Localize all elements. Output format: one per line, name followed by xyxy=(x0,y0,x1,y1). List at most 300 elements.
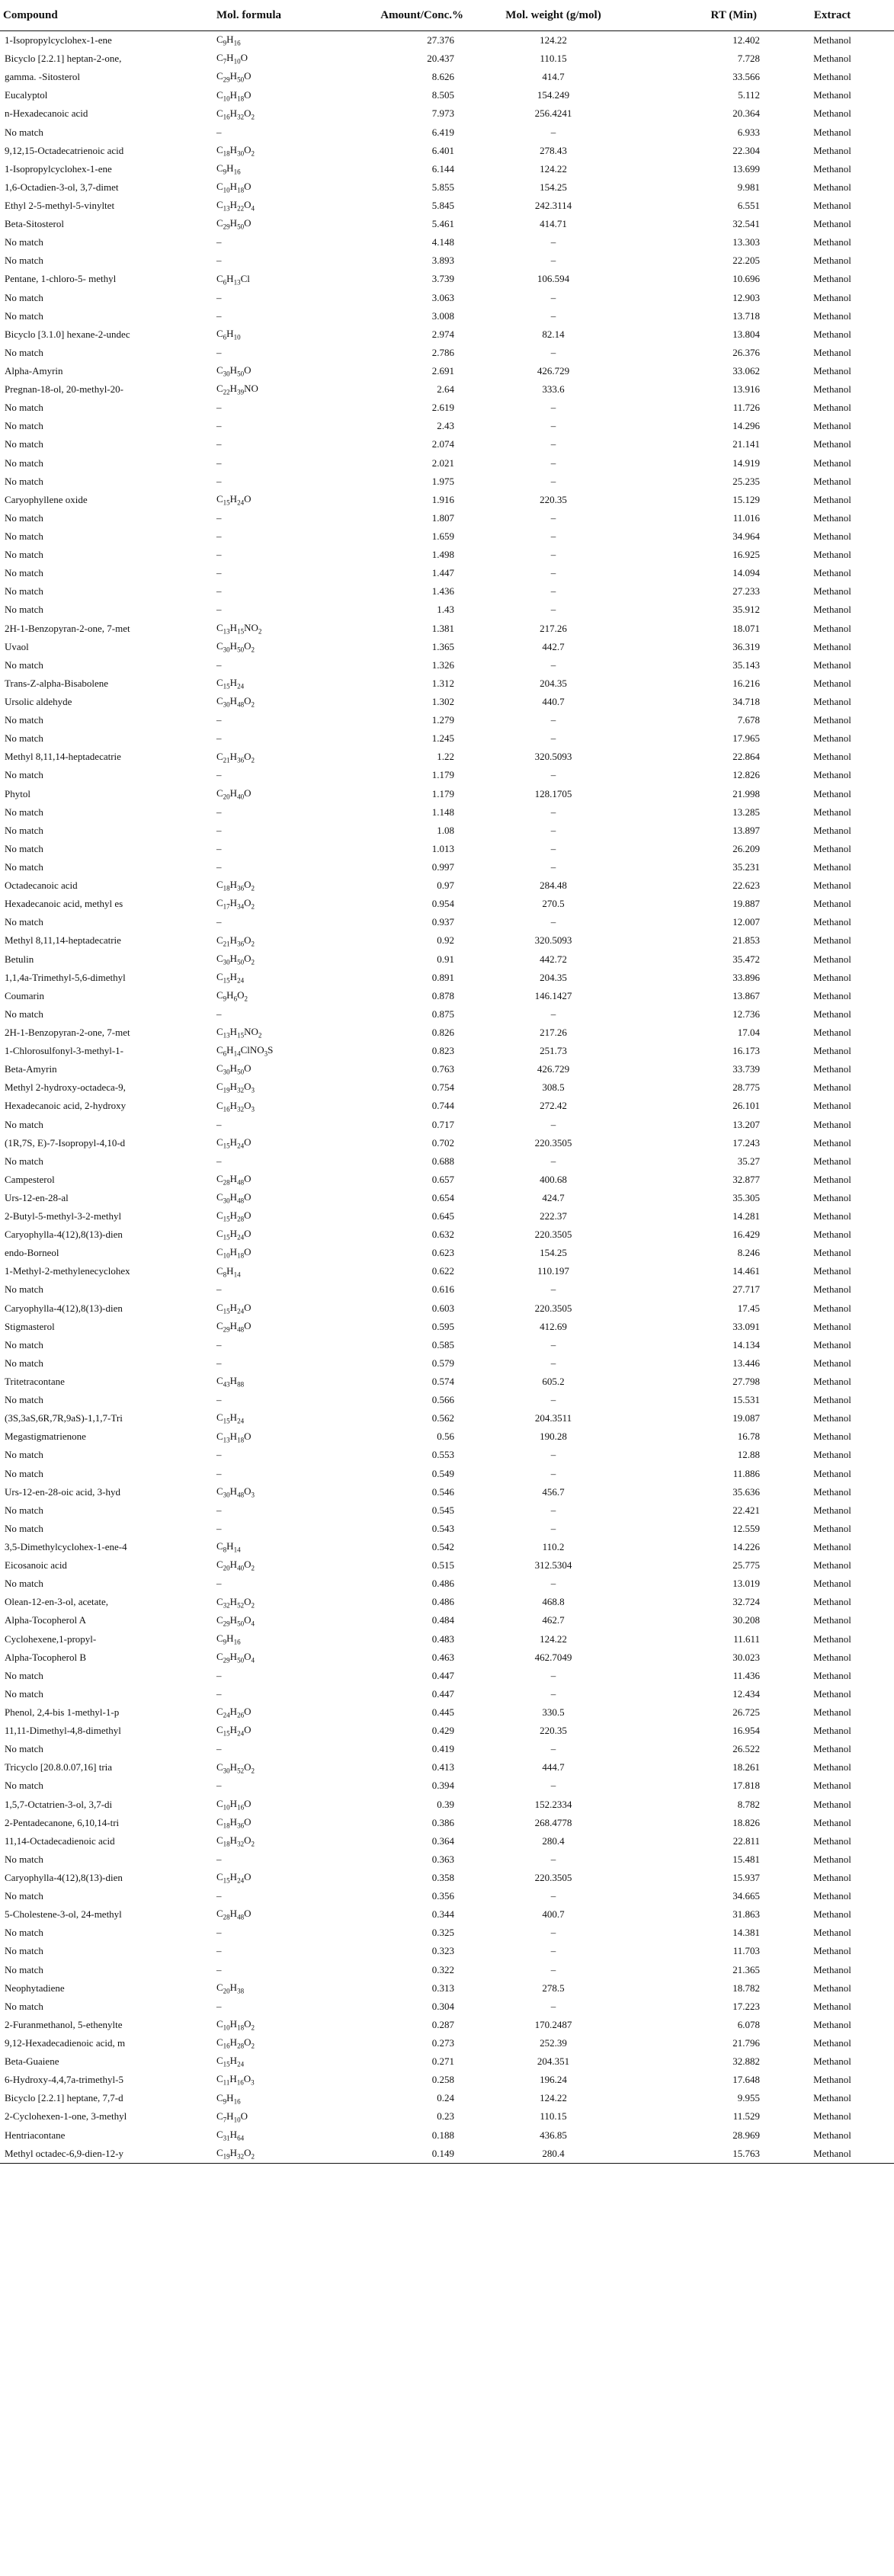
cell-amount: 2.021 xyxy=(431,457,454,469)
cell-mol-weight: 333.6 xyxy=(542,383,565,396)
cell-rt: 12.007 xyxy=(732,916,760,928)
cell-mol-formula: $C_{30}H_{48}O_2$ xyxy=(216,695,255,709)
cell-mol-weight: 284.48 xyxy=(540,879,567,892)
header-compound: Compound xyxy=(0,0,212,31)
cell-rt: 13.867 xyxy=(732,989,760,1001)
table-row xyxy=(0,1409,894,1427)
cell-amount: 0.386 xyxy=(431,1816,454,1828)
table-row xyxy=(0,1299,894,1318)
cell-compound: Tricyclo [20.8.0.07,16] tria xyxy=(5,1761,113,1773)
cell-mol-weight: – xyxy=(550,1743,556,1755)
cell-mol-formula: $C_{15}H_{24}O$ xyxy=(216,1871,252,1885)
cell-amount: 0.188 xyxy=(431,2129,454,2141)
cell-mol-formula: $C_{10}H_{18}O$ xyxy=(216,1246,252,1261)
cell-rt: 6.933 xyxy=(737,126,760,138)
header-mol-formula: Mol. formula xyxy=(212,0,328,31)
cell-amount: 5.845 xyxy=(431,200,454,212)
cell-mol-weight: – xyxy=(550,255,556,267)
cell-rt: 33.566 xyxy=(732,71,760,83)
cell-mol-formula: $C_{30}H_{50}O_2$ xyxy=(216,952,255,966)
cell-compound: No match xyxy=(5,1945,43,1957)
cell-extract: Methanol xyxy=(813,989,851,1001)
cell-mol-weight: – xyxy=(550,1008,556,1020)
cell-compound: No match xyxy=(5,1522,43,1534)
cell-extract: Methanol xyxy=(813,2036,851,2049)
cell-amount: 0.657 xyxy=(431,1173,454,1185)
cell-mol-formula: – xyxy=(216,549,222,561)
table-row xyxy=(0,969,894,987)
table-row xyxy=(0,1483,894,1501)
cell-extract: Methanol xyxy=(813,1541,851,1553)
table-row xyxy=(0,1042,894,1060)
cell-amount: 5.855 xyxy=(431,181,454,193)
cell-amount: 0.24 xyxy=(437,2092,454,2104)
cell-amount: 0.997 xyxy=(431,860,454,873)
cell-extract: Methanol xyxy=(813,291,851,303)
cell-amount: 8.626 xyxy=(431,71,454,83)
cell-mol-weight: 468.8 xyxy=(542,1596,565,1608)
table-row xyxy=(0,473,894,491)
cell-extract: Methanol xyxy=(813,1614,851,1626)
table-row xyxy=(0,1078,894,1097)
cell-rt: 10.696 xyxy=(732,273,760,285)
cell-mol-formula: – xyxy=(216,2000,222,2012)
cell-extract: Methanol xyxy=(813,162,851,175)
cell-amount: 2.786 xyxy=(431,346,454,358)
cell-amount: 0.616 xyxy=(431,1283,454,1296)
cell-mol-weight: – xyxy=(550,438,556,450)
cell-mol-formula: $C_{16}H_{32}O_2$ xyxy=(216,107,255,121)
table-row xyxy=(0,1171,894,1189)
table-row xyxy=(0,1244,894,1262)
cell-mol-formula: $C_{30}H_{50}O_2$ xyxy=(216,639,255,654)
cell-compound: No match xyxy=(5,567,43,579)
cell-amount: 1.447 xyxy=(431,567,454,579)
cell-mol-weight: – xyxy=(550,1927,556,1939)
cell-extract: Methanol xyxy=(813,1283,851,1296)
table-row xyxy=(0,1685,894,1703)
cell-compound: 5-Cholestene-3-ol, 24-methyl xyxy=(5,1908,122,1921)
cell-mol-weight: 220.3505 xyxy=(534,1302,572,1314)
cell-mol-weight: 270.5 xyxy=(542,898,565,910)
cell-compound: 2-Cyclohexen-1-one, 3-methyl xyxy=(5,2110,127,2123)
cell-extract: Methanol xyxy=(813,1485,851,1498)
cell-amount: 2.974 xyxy=(431,328,454,340)
table-row xyxy=(0,1722,894,1740)
cell-rt: 13.207 xyxy=(732,1118,760,1130)
cell-amount: 0.258 xyxy=(431,2074,454,2086)
cell-rt: 14.226 xyxy=(732,1541,760,1553)
cell-extract: Methanol xyxy=(813,1467,851,1479)
cell-mol-formula: – xyxy=(216,806,222,818)
cell-compound: No match xyxy=(5,1338,43,1350)
cell-compound: No match xyxy=(5,1927,43,1939)
cell-mol-weight: 110.15 xyxy=(540,2110,567,2123)
cell-rt: 21.853 xyxy=(732,934,760,947)
cell-mol-formula: $C_{17}H_{34}O_2$ xyxy=(216,897,255,911)
cell-amount: 2.43 xyxy=(437,420,454,432)
cell-mol-weight: 256.4241 xyxy=(534,107,572,120)
table-row xyxy=(0,803,894,822)
table-row xyxy=(0,344,894,362)
cell-mol-formula: $C_7H_{10}O$ xyxy=(216,52,248,66)
cell-compound: No match xyxy=(5,1669,43,1681)
cell-amount: 2.619 xyxy=(431,402,454,414)
table-row xyxy=(0,160,894,178)
cell-extract: Methanol xyxy=(813,640,851,652)
cell-extract: Methanol xyxy=(771,2145,894,2164)
cell-compound: 9,12,15-Octadecatrienoic acid xyxy=(5,144,124,156)
cell-extract: Methanol xyxy=(813,89,851,101)
table-row xyxy=(0,2016,894,2034)
cell-extract: Methanol xyxy=(813,1816,851,1828)
cell-rt: 21.141 xyxy=(732,438,760,450)
cell-mol-weight: – xyxy=(550,1522,556,1534)
cell-mol-weight: 196.24 xyxy=(540,2074,567,2086)
cell-rt: 15.481 xyxy=(732,1853,760,1865)
cell-extract: Methanol xyxy=(813,898,851,910)
cell-compound: No match xyxy=(5,714,43,726)
cell-mol-weight: 146.1427 xyxy=(534,989,572,1001)
cell-extract: Methanol xyxy=(813,1982,851,1994)
cell-mol-weight: 124.22 xyxy=(540,34,567,46)
cell-extract: Methanol xyxy=(813,1743,851,1755)
table-row xyxy=(0,509,894,527)
cell-mol-formula: $C_{18}H_{36}O_2$ xyxy=(216,879,255,892)
cell-rt: 28.969 xyxy=(732,2129,760,2141)
cell-mol-formula: $C_{15}H_{24}O$ xyxy=(216,1136,252,1150)
cell-amount: 0.645 xyxy=(431,1210,454,1222)
cell-mol-formula: $C_{29}H_{50}O$ xyxy=(216,217,252,231)
cell-compound: gamma. -Sitosterol xyxy=(5,71,80,83)
cell-compound: 9,12-Hexadecadienoic acid, m xyxy=(5,2036,126,2049)
cell-extract: Methanol xyxy=(813,273,851,285)
cell-extract: Methanol xyxy=(813,255,851,267)
cell-rt: 12.826 xyxy=(732,769,760,781)
cell-mol-formula: $C_{19}H_{32}O_3$ xyxy=(216,1081,255,1095)
cell-compound: No match xyxy=(5,1687,43,1700)
cell-rt: 13.897 xyxy=(732,824,760,836)
cell-compound: Megastigmatrienone xyxy=(5,1431,86,1443)
cell-rt: 33.896 xyxy=(732,971,760,983)
cell-mol-formula: $C_{10}H_{18}O_2$ xyxy=(216,2018,255,2032)
cell-rt: 26.522 xyxy=(732,1743,760,1755)
cell-mol-formula: – xyxy=(216,457,222,469)
cell-mol-formula: – xyxy=(216,585,222,598)
cell-compound: 1-Chlorosulfonyl-3-methyl-1- xyxy=(5,1045,123,1057)
cell-compound: Uvaol xyxy=(5,640,29,652)
cell-extract: Methanol xyxy=(813,1357,851,1369)
cell-mol-formula: $C_{20}H_{40}O_2$ xyxy=(216,1559,255,1572)
cell-amount: 0.447 xyxy=(431,1669,454,1681)
table-row xyxy=(0,1354,894,1373)
cell-rt: 35.231 xyxy=(732,860,760,873)
cell-extract: Methanol xyxy=(813,953,851,965)
cell-rt: 17.965 xyxy=(732,732,760,745)
cell-mol-formula: $C_{11}H_{16}O_3$ xyxy=(216,2073,255,2087)
cell-mol-weight: – xyxy=(550,1687,556,1700)
cell-amount: 0.273 xyxy=(431,2036,454,2049)
cell-compound: 2-Furanmethanol, 5-ethenylte xyxy=(5,2018,123,2030)
cell-compound: 1-Isopropylcyclohex-1-ene xyxy=(5,162,112,175)
cell-extract: Methanol xyxy=(813,1706,851,1718)
cell-extract: Methanol xyxy=(813,1100,851,1112)
cell-compound: Pentane, 1-chloro-5- methyl xyxy=(5,273,117,285)
table-row xyxy=(0,252,894,270)
cell-mol-formula: $C_6H_{13}Cl$ xyxy=(216,272,250,287)
cell-amount: 3.739 xyxy=(431,273,454,285)
cell-mol-formula: – xyxy=(216,1283,222,1296)
cell-compound: Caryophyllene oxide xyxy=(5,493,88,505)
header-row xyxy=(0,0,894,31)
cell-extract: Methanol xyxy=(813,2110,851,2123)
table-row xyxy=(0,1318,894,1336)
cell-mol-formula: $C_{24}H_{26}O$ xyxy=(216,1706,252,1719)
cell-amount: 0.717 xyxy=(431,1118,454,1130)
cell-extract: Methanol xyxy=(813,1191,851,1203)
cell-amount: 4.148 xyxy=(431,236,454,248)
cell-mol-formula: $C_{15}H_{24}$ xyxy=(216,1411,245,1426)
cell-extract: Methanol xyxy=(813,1376,851,1388)
cell-rt: 35.143 xyxy=(732,658,760,671)
cell-mol-weight: – xyxy=(550,1118,556,1130)
cell-mol-weight: 440.7 xyxy=(542,695,565,707)
cell-mol-formula: – xyxy=(216,255,222,267)
cell-rt: 20.364 xyxy=(732,107,760,120)
cell-mol-formula: $C_{15}H_{24}O$ xyxy=(216,1724,252,1738)
cell-mol-weight: 278.43 xyxy=(540,144,567,156)
cell-compound: No match xyxy=(5,126,43,138)
cell-mol-formula: – xyxy=(216,346,222,358)
cell-extract: Methanol xyxy=(813,71,851,83)
cell-compound: Eucalyptol xyxy=(5,89,48,101)
cell-mol-formula: $C_{15}H_{24}$ xyxy=(216,970,245,985)
cell-mol-formula: – xyxy=(216,1927,222,1939)
cell-amount: 0.595 xyxy=(431,1320,454,1332)
cell-amount: 6.144 xyxy=(431,162,454,175)
cell-rt: 21.365 xyxy=(732,1963,760,1975)
cell-amount: 2.691 xyxy=(431,365,454,377)
cell-extract: Methanol xyxy=(813,1669,851,1681)
cell-amount: 8.505 xyxy=(431,89,454,101)
cell-compound: 2H-1-Benzopyran-2-one, 7-met xyxy=(5,622,130,634)
cell-mol-weight: – xyxy=(550,714,556,726)
cell-rt: 15.763 xyxy=(639,2145,771,2164)
cell-extract: Methanol xyxy=(813,218,851,230)
cell-mol-weight: – xyxy=(550,1945,556,1957)
cell-rt: 16.173 xyxy=(732,1045,760,1057)
cell-mol-weight: 320.5093 xyxy=(534,934,572,947)
cell-rt: 34.718 xyxy=(732,695,760,707)
table-row xyxy=(0,931,894,950)
cell-mol-weight: – xyxy=(550,1963,556,1975)
cell-compound: No match xyxy=(5,1155,43,1167)
cell-amount: 1.302 xyxy=(431,695,454,707)
cell-mol-weight: 412.69 xyxy=(540,1320,567,1332)
cell-compound: Trans-Z-alpha-Bisabolene xyxy=(5,677,108,689)
cell-rt: 35.636 xyxy=(732,1485,760,1498)
cell-rt: 13.804 xyxy=(732,328,760,340)
table-row xyxy=(0,1703,894,1722)
header-amount: Amount/Conc.% xyxy=(328,0,468,31)
cell-amount: 2.64 xyxy=(437,383,454,396)
cell-mol-weight: 330.5 xyxy=(542,1706,565,1718)
table-row xyxy=(0,1979,894,1998)
cell-rt: 15.129 xyxy=(732,493,760,505)
cell-extract: Methanol xyxy=(813,1265,851,1277)
cell-extract: Methanol xyxy=(813,585,851,598)
cell-compound: Octadecanoic acid xyxy=(5,879,78,892)
cell-mol-weight: – xyxy=(550,1394,556,1406)
cell-rt: 11.529 xyxy=(732,2110,760,2123)
table-row xyxy=(0,1189,894,1207)
cell-rt: 12.402 xyxy=(732,34,760,46)
cell-mol-formula: – xyxy=(216,714,222,726)
cell-extract: Methanol xyxy=(813,842,851,854)
cell-extract: Methanol xyxy=(813,365,851,377)
cell-rt: 13.446 xyxy=(732,1357,760,1369)
cell-mol-weight: – xyxy=(550,402,556,414)
cell-compound: No match xyxy=(5,1467,43,1479)
table-row xyxy=(0,142,894,160)
cell-compound: Hentriacontane xyxy=(5,2129,66,2141)
cell-extract: Methanol xyxy=(813,1229,851,1241)
cell-compound: Stigmasterol xyxy=(5,1320,55,1332)
cell-amount: 1.22 xyxy=(437,751,454,763)
table-row xyxy=(0,1777,894,1795)
cell-extract: Methanol xyxy=(813,2129,851,2141)
table-row xyxy=(0,68,894,86)
cell-amount: 0.542 xyxy=(431,1541,454,1553)
cell-compound: 11,11-Dimethyl-4,8-dimethyl xyxy=(5,1725,121,1737)
cell-mol-formula: $C_{13}H_{15}NO_2$ xyxy=(216,1026,262,1040)
cell-extract: Methanol xyxy=(813,714,851,726)
cell-rt: 7.728 xyxy=(737,53,760,65)
cell-rt: 12.88 xyxy=(737,1449,760,1461)
table-row xyxy=(0,435,894,453)
cell-mol-weight: 462.7049 xyxy=(534,1651,572,1663)
cell-amount: 0.344 xyxy=(431,1908,454,1921)
cell-rt: 14.094 xyxy=(732,567,760,579)
cell-compound: No match xyxy=(5,1963,43,1975)
table-row xyxy=(0,711,894,729)
table-body xyxy=(0,31,894,2164)
cell-extract: Methanol xyxy=(813,383,851,396)
cell-amount: 1.807 xyxy=(431,511,454,524)
cell-amount: 0.543 xyxy=(431,1522,454,1534)
cell-rt: 9.955 xyxy=(737,2092,760,2104)
cell-mol-weight: 220.35 xyxy=(540,1725,567,1737)
cell-extract: Methanol xyxy=(813,1761,851,1773)
cell-mol-formula: $C_8H_{14}$ xyxy=(216,1540,241,1554)
cell-compound: (3S,3aS,6R,7R,9aS)-1,1,7-Tri xyxy=(5,1412,123,1424)
cell-amount: 0.632 xyxy=(431,1229,454,1241)
cell-compound: No match xyxy=(5,511,43,524)
table-row xyxy=(0,1520,894,1538)
cell-compound: No match xyxy=(5,769,43,781)
cell-compound: Beta-Guaiene xyxy=(5,2055,59,2068)
cell-mol-weight: – xyxy=(550,1504,556,1516)
cell-mol-formula: – xyxy=(216,1743,222,1755)
cell-compound: No match xyxy=(5,1743,43,1755)
cell-rt: 17.04 xyxy=(737,1026,760,1038)
cell-amount: 0.585 xyxy=(431,1338,454,1350)
cell-amount: 1.312 xyxy=(431,677,454,689)
cell-rt: 35.912 xyxy=(732,604,760,616)
cell-amount: 27.376 xyxy=(427,34,454,46)
cell-rt: 34.964 xyxy=(732,530,760,542)
cell-compound: Urs-12-en-28-al xyxy=(5,1191,69,1203)
table-row xyxy=(0,527,894,546)
cell-compound: 1,6-Octadien-3-ol, 3,7-dimet xyxy=(5,181,119,193)
cell-compound: No match xyxy=(5,309,43,322)
cell-mol-weight: 252.39 xyxy=(540,2036,567,2049)
table-row xyxy=(0,895,894,913)
cell-extract: Methanol xyxy=(813,1504,851,1516)
cell-compound: No match xyxy=(5,1578,43,1590)
cell-mol-formula: $C_{30}H_{48}O$ xyxy=(216,1191,252,1205)
cell-extract: Methanol xyxy=(813,1578,851,1590)
cell-extract: Methanol xyxy=(813,1081,851,1094)
cell-mol-weight: – xyxy=(550,842,556,854)
cell-rt: 6.078 xyxy=(737,2018,760,2030)
cell-mol-formula: – xyxy=(216,420,222,432)
table-row xyxy=(0,1005,894,1024)
cell-amount: 0.562 xyxy=(431,1412,454,1424)
cell-amount: 1.498 xyxy=(431,549,454,561)
cell-mol-weight: 220.3505 xyxy=(534,1871,572,1883)
cell-mol-formula: $C_{22}H_{39}NO$ xyxy=(216,383,258,396)
cell-compound: Coumarin xyxy=(5,989,44,1001)
table-row xyxy=(0,307,894,325)
cell-compound: No match xyxy=(5,658,43,671)
cell-compound: Ursolic aldehyde xyxy=(5,695,72,707)
cell-rt: 17.818 xyxy=(732,1780,760,1792)
table-row xyxy=(0,86,894,104)
cell-amount: 0.484 xyxy=(431,1614,454,1626)
cell-compound: No match xyxy=(5,1283,43,1296)
table-row xyxy=(0,1887,894,1905)
cell-mol-formula: – xyxy=(216,1669,222,1681)
cell-amount: 0.39 xyxy=(437,1798,454,1810)
cell-rt: 8.782 xyxy=(737,1798,760,1810)
cell-compound: No match xyxy=(5,916,43,928)
cell-mol-weight: – xyxy=(550,291,556,303)
table-row xyxy=(0,1226,894,1244)
cell-mol-formula: – xyxy=(216,842,222,854)
cell-rt: 16.925 xyxy=(732,549,760,561)
cell-mol-formula: $C_{30}H_{52}O_2$ xyxy=(216,1761,255,1775)
cell-compound: Methyl octadec-6,9-dien-12-y xyxy=(0,2145,212,2164)
cell-extract: Methanol xyxy=(813,769,851,781)
cell-amount: 1.179 xyxy=(431,769,454,781)
cell-compound: 2H-1-Benzopyran-2-one, 7-met xyxy=(5,1026,130,1038)
cell-extract: Methanol xyxy=(813,1173,851,1185)
cell-compound: No match xyxy=(5,255,43,267)
cell-extract: Methanol xyxy=(813,1063,851,1075)
cell-compound: No match xyxy=(5,1504,43,1516)
cell-extract: Methanol xyxy=(813,2074,851,2086)
table-row xyxy=(0,417,894,435)
cell-compound: No match xyxy=(5,1449,43,1461)
cell-mol-formula: $C_{29}H_{50}O_4$ xyxy=(216,1650,255,1664)
cell-mol-formula: $C_{15}H_{28}O$ xyxy=(216,1210,252,1223)
cell-compound: Methyl 8,11,14-heptadecatrie xyxy=(5,934,121,947)
cell-rt: 22.623 xyxy=(732,879,760,892)
cell-rt: 9.981 xyxy=(737,181,760,193)
cell-mol-formula: $C_9H_6O_2$ xyxy=(216,988,248,1003)
cell-mol-formula: $C_6H_{14}ClNO_3S$ xyxy=(216,1044,274,1058)
